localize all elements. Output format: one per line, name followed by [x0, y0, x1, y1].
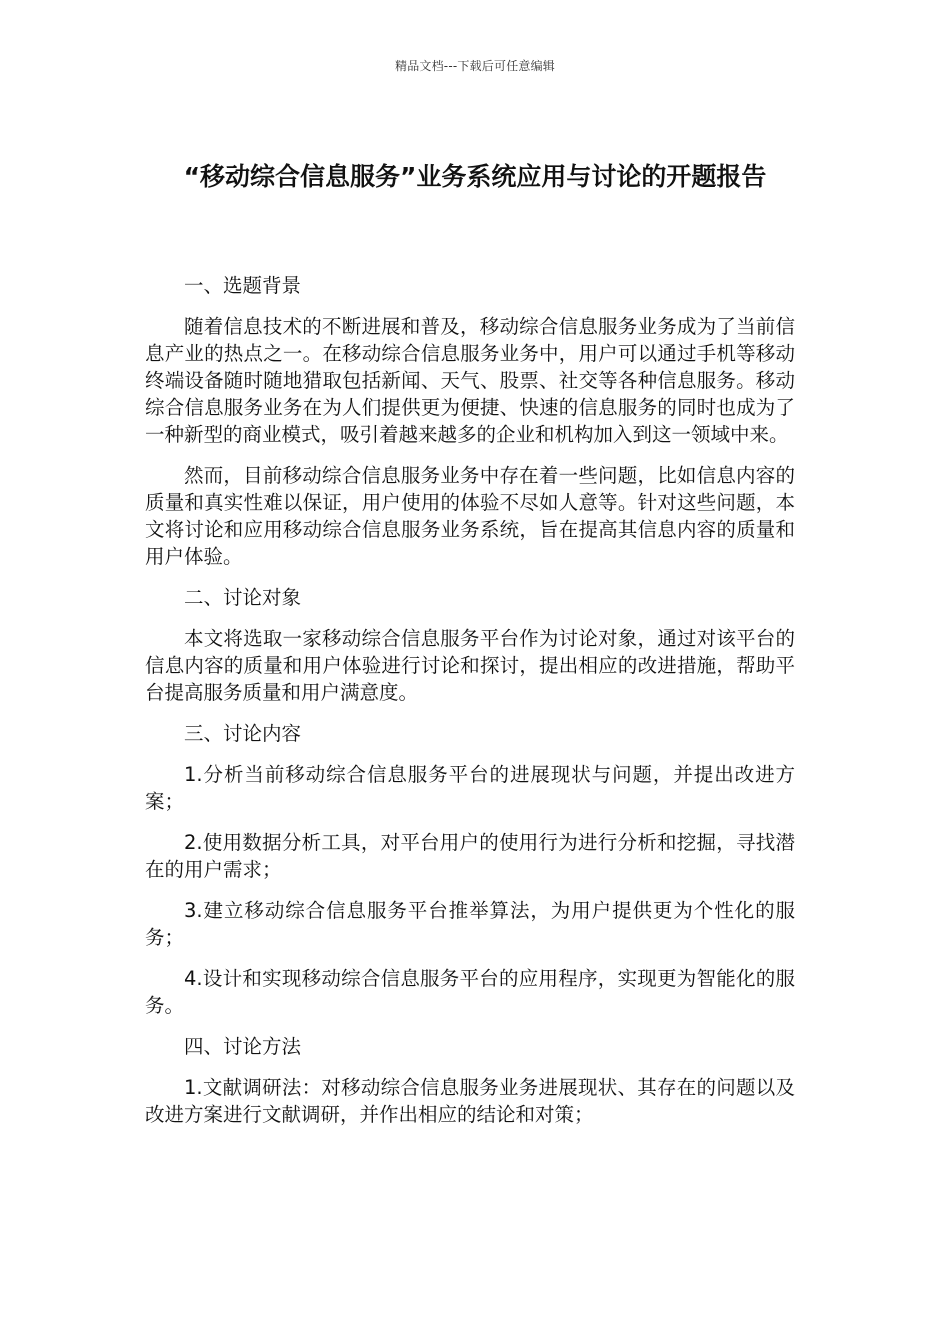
- list-item: 2.使用数据分析工具，对平台用户的使用行为进行分析和挖掘，寻找潜在的用户需求；: [145, 831, 795, 881]
- list-item: 3.建立移动综合信息服务平台推举算法，为用户提供更为个性化的服务；: [145, 899, 795, 949]
- list-item: 1.分析当前移动综合信息服务平台的进展现状与问题，并提出改进方案；: [145, 763, 795, 813]
- paragraph: 本文将选取一家移动综合信息服务平台作为讨论对象，通过对该平台的信息内容的质量和用户体验进行讨论和探讨，提出相应的改进措施，帮助平台提高服务质量和用户满意度。: [145, 627, 795, 704]
- list-item: 4.设计和实现移动综合信息服务平台的应用程序，实现更为智能化的服务。: [145, 967, 795, 1017]
- paragraph: 随着信息技术的不断进展和普及，移动综合信息服务业务成为了当前信息产业的热点之一。在移动综合信息服务业务中，用户可以通过手机等移动终端设备随时随地猎取包括新闻、天气、股票、社交等各种信息服务。移动综合信息服务业务在为人们提供更为便捷、快速的信息服务的同时也成为了一种新型的商业模式，吸引着越来越多的企业和机构加入到这一领域中来。: [145, 315, 795, 446]
- header-note: 精品文档---下载后可任意编辑: [395, 59, 555, 73]
- section-heading: 四、讨论方法: [184, 1035, 302, 1058]
- document-body: [145, 272, 795, 1142]
- section-heading: 三、讨论内容: [184, 722, 302, 745]
- document-title: “移动综合信息服务”业务系统应用与讨论的开题报告: [183, 161, 767, 191]
- section-heading: 二、讨论对象: [184, 586, 302, 609]
- list-item: 1.文献调研法：对移动综合信息服务业务进展现状、其存在的问题以及改进方案进行文献调研，并作出相应的结论和对策；: [145, 1076, 795, 1126]
- section-heading: 一、选题背景: [184, 274, 302, 297]
- paragraph: 然而，目前移动综合信息服务业务中存在着一些问题，比如信息内容的质量和真实性难以保证，用户使用的体验不尽如人意等。针对这些问题，本文将讨论和应用移动综合信息服务业务系统，旨在提高其信息内容的质量和用户体验。: [145, 464, 795, 568]
